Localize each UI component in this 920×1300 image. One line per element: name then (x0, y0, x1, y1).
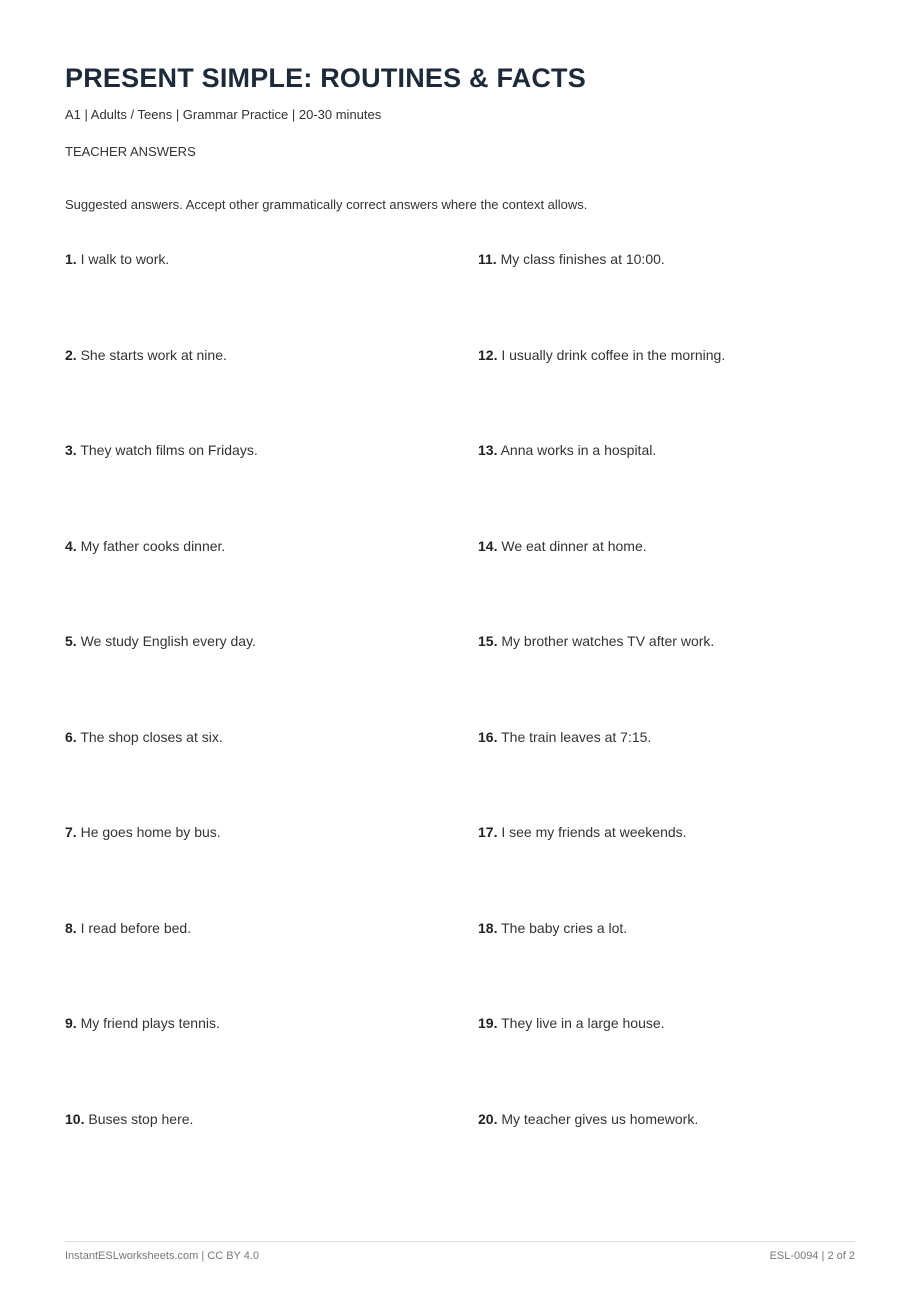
answer-item-5 (65, 632, 478, 728)
answer-number: 4. (65, 537, 77, 554)
answer-number: 13. (478, 442, 498, 458)
answer-number: 18. (478, 919, 498, 936)
answer-item-20 (478, 1110, 855, 1206)
answer-item-18 (478, 919, 855, 1015)
answer-number: 11. (478, 251, 497, 267)
answer-item-7 (65, 823, 478, 919)
answer-item-3 (65, 441, 478, 537)
answer-text: I usually drink coffee in the morning. (501, 346, 726, 363)
answer-number: 9. (65, 1015, 77, 1031)
answer-number: 12. (478, 346, 498, 363)
answer-item-6 (65, 728, 478, 824)
answer-item-13 (478, 441, 855, 537)
answer-item-14 (478, 537, 855, 633)
answer-text: We study English every day. (80, 633, 256, 649)
answer-text: The shop closes at six. (80, 728, 223, 745)
answer-text: We eat dinner at home. (501, 537, 647, 554)
answer-item-4 (65, 537, 478, 633)
answer-text: I read before bed. (80, 919, 192, 936)
worksheet-meta: A1 | Adults / Teens | Grammar Practice | 20-30 minutes (65, 107, 382, 122)
answer-item-10 (65, 1110, 478, 1206)
answer-number: 16. (478, 728, 498, 745)
answer-text: Anna works in a hospital. (500, 442, 657, 458)
answer-number: 6. (65, 728, 77, 745)
answer-text: My father cooks dinner. (80, 537, 226, 554)
instructions: Suggested answers. Accept other grammatically correct answers where the context allows. (65, 197, 588, 212)
answer-item-1 (65, 250, 478, 346)
answer-number: 5. (65, 633, 77, 649)
answer-list (65, 250, 855, 1205)
footer-source: InstantESLworksheets.com | CC BY 4.0 (65, 1250, 260, 1262)
answer-text: My friend plays tennis. (80, 1015, 220, 1031)
answer-text: They live in a large house. (501, 1015, 665, 1031)
answer-text: My teacher gives us homework. (501, 1110, 699, 1127)
answer-text: She starts work at nine. (80, 346, 227, 363)
answer-text: The train leaves at 7:15. (501, 728, 652, 745)
answer-number: 10. (65, 1110, 85, 1127)
page-title: PRESENT SIMPLE: ROUTINES & FACTS (65, 63, 586, 93)
answer-text: Buses stop here. (88, 1110, 194, 1127)
answer-number: 15. (478, 633, 498, 649)
answer-number: 17. (478, 824, 498, 840)
answer-text: My class finishes at 10:00. (500, 251, 665, 267)
answer-item-17 (478, 823, 855, 919)
answer-number: 8. (65, 919, 77, 936)
answer-number: 2. (65, 346, 77, 363)
footer-divider (65, 1241, 855, 1242)
section-label: TEACHER ANSWERS (65, 144, 196, 159)
answer-item-15 (478, 632, 855, 728)
answer-number: 1. (65, 251, 77, 267)
answer-number: 14. (478, 537, 498, 554)
answer-item-19 (478, 1014, 855, 1110)
answer-item-12 (478, 346, 855, 442)
answer-item-2 (65, 346, 478, 442)
answer-text: I walk to work. (80, 251, 170, 267)
answer-text: The baby cries a lot. (501, 919, 628, 936)
answer-text: I see my friends at weekends. (501, 824, 687, 840)
answer-text: They watch films on Fridays. (80, 442, 258, 458)
footer-page-number: ESL-0094 | 2 of 2 (769, 1250, 855, 1262)
answer-item-16 (478, 728, 855, 824)
answer-number: 19. (478, 1015, 498, 1031)
answer-number: 7. (65, 824, 77, 840)
answer-item-9 (65, 1014, 478, 1110)
answer-text: My brother watches TV after work. (501, 633, 715, 649)
answer-text: He goes home by bus. (80, 824, 221, 840)
answer-item-8 (65, 919, 478, 1015)
answer-item-11 (478, 250, 855, 346)
answer-number: 20. (478, 1110, 498, 1127)
answer-number: 3. (65, 442, 77, 458)
